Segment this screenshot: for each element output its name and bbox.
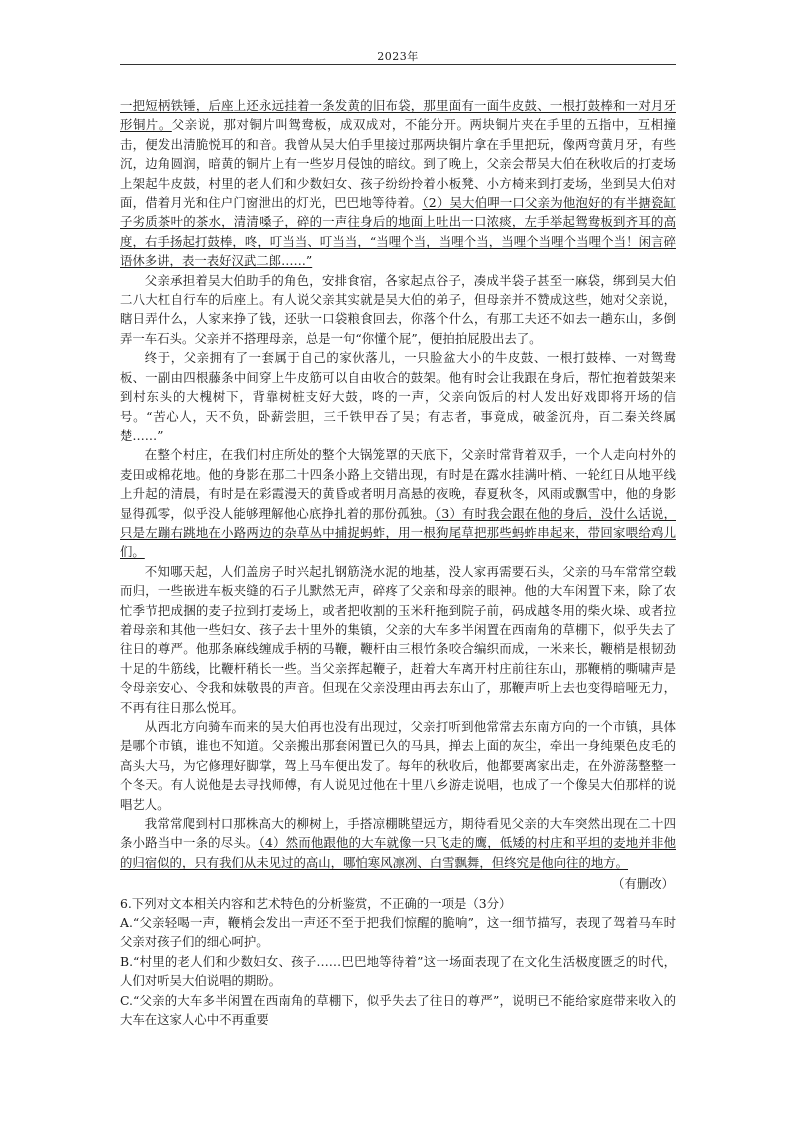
source-note: （有删改） — [612, 876, 674, 892]
paragraph-4 — [120, 445, 676, 561]
underlined-sentence-4: （4）然而他跟他的大车就像一只飞走的鹰，低矮的村庄和平坦的麦地并非他的归宿似的，只有我们从未见过的高山，哪怕寒风凛冽、白雪飘舞，但终究是他向往的地方。 — [120, 835, 676, 870]
page-header: 2023年 — [377, 50, 419, 63]
paragraph-3: 终于，父亲拥有了一套属于自己的家伙落儿，一只脸盆大小的牛皮鼓、一根打鼓棒、一对鸳鸯板、一副由四根藤条中间穿上牛皮筋可以自由收合的鼓架。他有时会让我跟在身后，帮忙抱着鼓架来到村东头的大槐树下，背靠树桩支好大鼓，咚的一声，父亲向饭后的村人发出好戏即将开场的信号。“苦心人，天不负，卧薪尝胆，三千铁甲吞了吴；有志者，事竟成，破釜沉舟，百二秦关终属楚……” — [120, 350, 676, 443]
underlined-sentence-1: 一把短柄铁锤，后座上还永远挂着一条发黄的旧布袋，那里面有一面牛皮鼓、一根打鼓棒和一对月牙形铜片。 — [120, 98, 676, 133]
header-divider — [120, 64, 676, 65]
question-option-a: A.“父亲轻喝一声，鞭梢会发出一声还不至于把我们惊醒的脆响”，这一细节描写，表现了驾着马车时父亲对孩子们的细心呵护。 — [120, 915, 676, 950]
paragraph-1 — [120, 96, 676, 271]
paragraph-5: 不知哪天起，人们盖房子时兴起扎钢筋浇水泥的地基，没人家再需要石头，父亲的马车常常空载而归，一些嵌进车板夹缝的石子儿默然无声，碎疼了父亲和母亲的眼神。他的大车闲置下来，除了农忙季节把成捆的麦子拉到打麦场上，或者把收割的玉米秆拖到院子前，码成越冬用的柴火垛、或者拉着母亲和其他一些妇女、孩子去十里外的集镇，父亲的大车多半闲置在西南角的草棚下，似乎失去了往日的尊严。他那条麻线缠成手柄的马鞭，鞭杆由三根竹条咬合编织而成，一米来长，鞭梢是根韧劲十足的牛筋线，比鞭杆稍长一些。当父亲挥起鞭子，赶着大车离开村庄前往东山，那鞭梢的嘶啸声是令母亲安心、令我和妹敬畏的声音。但现在父亲没理由再去东山了，那鞭声听上去也变得暗哑无力，不再有往日那么悦耳。 — [120, 563, 676, 715]
question-option-b: B.“村里的老人们和少数妇女、孩子……巴巴地等待着”这一场面表现了在文化生活极度匮乏的时代，人们对听吴大伯说唱的期盼。 — [120, 953, 676, 989]
question-6-title: 6.下列对文本相关内容和艺术特色的分析鉴赏，不正确的一项是（3分） — [120, 895, 512, 911]
paragraph-1-text: 父亲说，那对铜片叫鸳鸯板，成双成对，不能分开。两块铜片夹在手里的五指中，互相撞击，便发出清脆悦耳的和音。我曾从吴大伯手里接过那两块铜片拿在手里把玩，像两弯黄月牙，有些沉，边角圆润，暗黄的铜片上有一些岁月侵蚀的暗纹。到了晚上，父亲会帮吴大伯在秋收后的打麦场上架起牛皮鼓，村里的老人们和少数妇女、孩子纷纷拎着小板凳、小方椅来到打麦场，坐到吴大伯对面，借着月光和住户门窗泄出的灯光，巴巴地等待着。 — [120, 117, 677, 211]
underlined-sentence-3: （3）有时我会跟在他的身后，没什么话说，只是左蹦右跳地在小路两边的杂草丛中捕捉蚂蚱，用一根狗尾草把那些蚂蚱串起来，带回家喂给鸡儿们。 — [120, 505, 676, 560]
question-option-c: C.“父亲的大车多半闲置在西南角的草棚下，似乎失去了往日的尊严”，说明已不能给家庭带来收入的大车在这家人心中不再重要 — [120, 992, 676, 1028]
paragraph-6: 从西北方向骑车而来的吴大伯再也没有出现过，父亲打听到他常常去东南方向的一个市镇，具体是哪个市镇，谁也不知道。父亲搬出那套闲置已久的马具，掸去上面的灰尘，牵出一身纯栗色皮毛的高头大马，为它修理好脚掌，驾上马车便出发了。每年的秋收后，他都要离家出走，在外游荡整整一个冬天。有人说他是去寻找师傅，有人说见过他在十里八乡游走说唱，也成了一个像吴大伯那样的说唱艺人。 — [120, 719, 676, 812]
paragraph-7-text: 我常常爬到村口那株高大的柳树上，手搭凉棚眺望远方，期待看见父亲的大车突然出现在二十四条小路当中一条的尽头。 — [120, 816, 676, 851]
underlined-sentence-2: （2）吴大伯呷一口父亲为他泡好的有半搪瓷缸子劣质茶叶的茶水，清清嗓子，碎的一声往身后的地面上吐出一口浓痰，左手举起鸳鸯板到齐耳的高度，右手扬起打鼓棒，咚，叮当当、叮当当，“当哩个当，当哩个当，当哩个当哩个当哩个当！闲言碎语休多讲，表一表好汉武二郎……” — [120, 195, 677, 269]
paragraph-7 — [120, 814, 676, 872]
paragraph-4-text: 在整个村庄，在我们村庄所处的整个大锅笼罩的天底下，父亲时常背着双手，一个人走向村外的麦田或棉花地。他的身影在那二十四条小路上交错出现，有时是在露水挂满叶梢、一轮红日从地平线上升起的清晨，有时是在彩霞漫天的黄昏或者明月高悬的夜晚，春夏秋冬，风雨或飘雪中，他的身影显得孤零，似乎没人能够理解他心底挣扎着的那份孤独。 — [120, 447, 676, 521]
paragraph-2: 父亲承担着吴大伯助手的角色，安排食宿，各家起点谷子，凑成半袋子甚至一麻袋，绑到吴大伯二八大杠自行车的后座上。有人说父亲其实就是吴大伯的弟子，但母亲并不赞成这些，她对父亲说，瞎日弄什么，人家来挣了钱，还驮一口袋粮食回去，你落个什么，有那工夫还不如去一趟东山，多倒弄一车石头。父亲并不搭理母亲，总是一句“你懂个屁”，便拍拍屁股出去了。 — [120, 272, 676, 346]
reading-passage — [120, 96, 676, 1030]
